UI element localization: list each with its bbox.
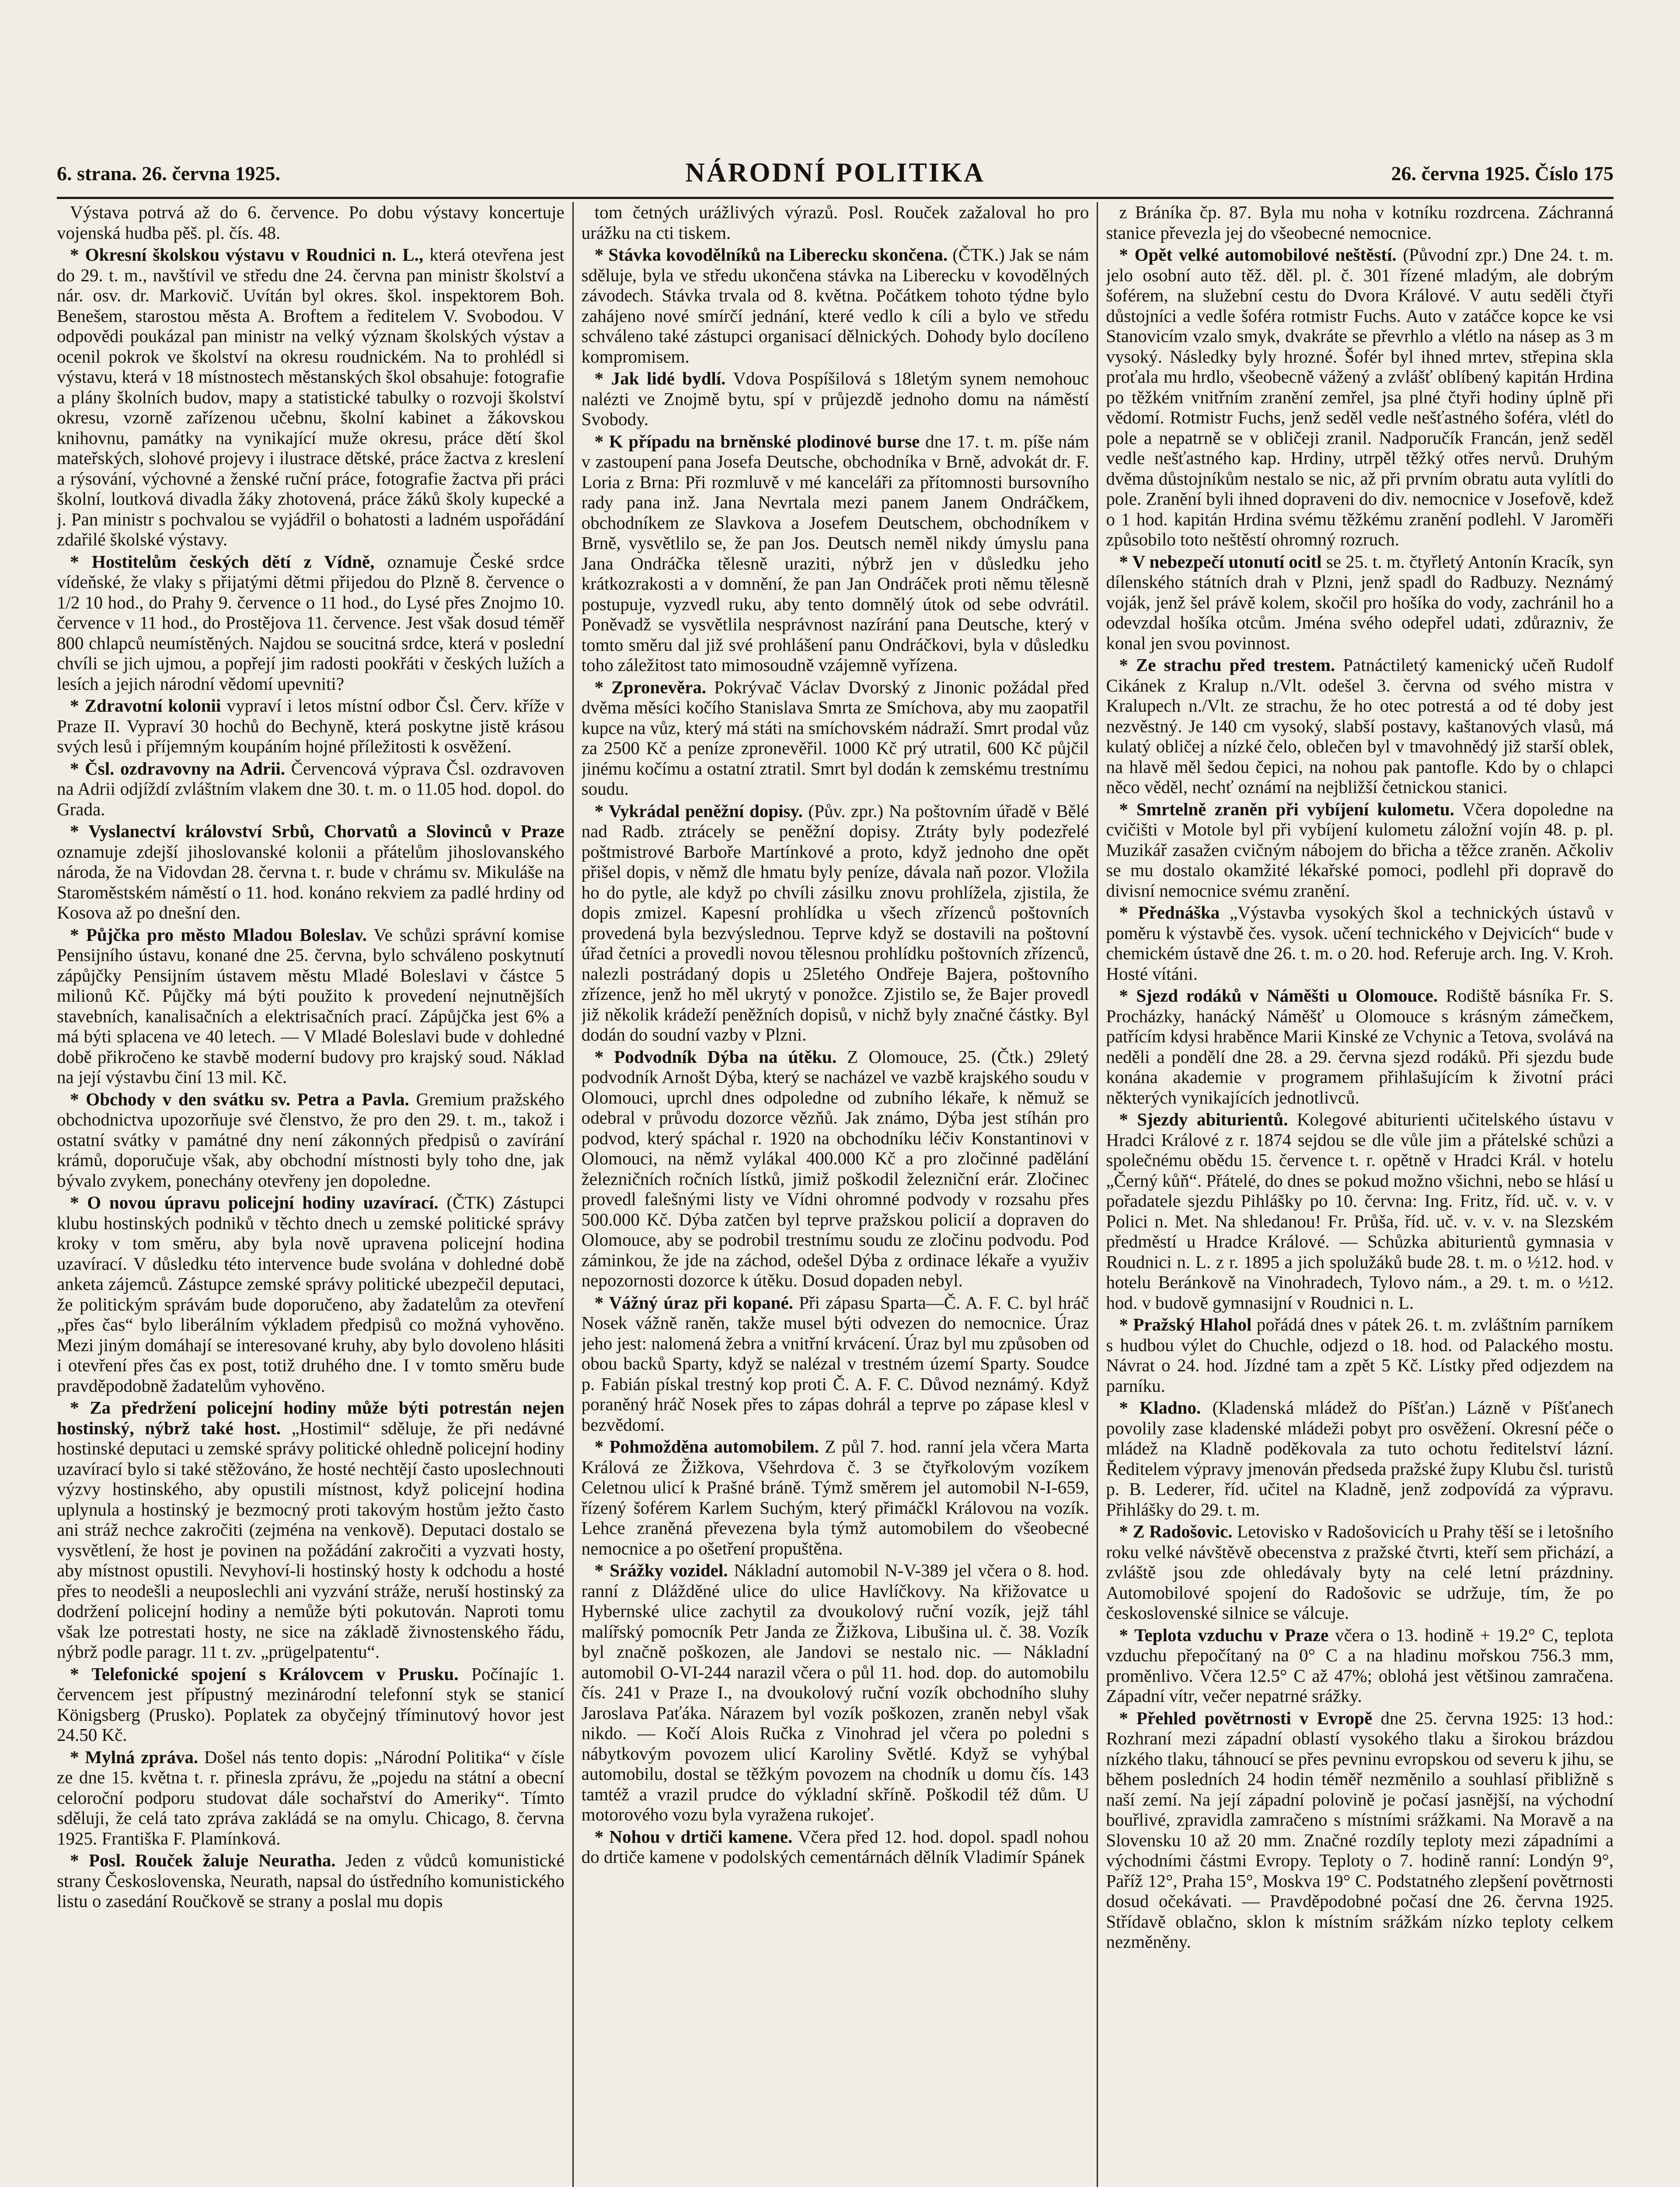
- article-paragraph: [57, 695, 565, 757]
- article-paragraph: [57, 1397, 565, 1662]
- article-text: tom četných urážlivých výrazů. Posl. Rouček zažaloval ho pro urážku na cti tiskem.: [581, 202, 1089, 243]
- article-paragraph: [1106, 202, 1614, 243]
- article-paragraph: [1106, 1109, 1614, 1313]
- article-headline: * Zdravotní kolonii: [70, 695, 221, 716]
- article-text: Letovisko v Radošovicích u Prahy těší se i letošního roku velké návštěvě obecenstva z pražské čtvrti, kteří sem přichází, a zvláště jsou zde ohledávaly byty na celé letní prázdniny. Automobilové spojení do Radošovic se udržuje, tím, že po československé silnice se válcuje.: [1106, 1521, 1614, 1623]
- article-paragraph: [582, 1827, 1089, 1867]
- article-headline: * Sjezdy abiturientů.: [1119, 1109, 1288, 1129]
- article-text: (Kladenská mládež do Píšťan.) Lázně v Píšťanech povolily zase kladenské mládeži pobyt pro osvěžení. Okresní péče o mládež na Kladně poděkovala za tuto ochotu ředitelství lázní. Ředitelem výpravy jmenován předseda pražské župy Klubu čsl. turistů p. B. Lederer, říd. učitel na Kladně, jenž zodpovídá za výpravu. Přihlášky do 29. t. m.: [1106, 1397, 1614, 1520]
- article-headline: * Zpronevěra.: [594, 677, 707, 697]
- article-headline: * Vyslanectví království Srbů, Chorvatů a Slovinců v Praze: [70, 821, 565, 841]
- article-text: Z půl 7. hod. ranní jela včera Marta Králová ze Žižkova, Všehrdova č. 3 se čtyřkolovým vozíkem Celetnou ulicí k Prašné bráně. Týmž směrem jel automobil N-I-659, řízený šoférem Karlem Suchým, který přimáčkl Královou na vozík. Lehce zraněná převezena byla týmž automobilem do všeobecné nemocnice a po ošetření propuštěna.: [581, 1436, 1089, 1558]
- article-paragraph: [582, 202, 1089, 243]
- article-headline: * Přehled povětrnosti v Evropě: [1119, 1708, 1373, 1728]
- header-issue-number: 26. června 1925. Číslo 175: [1391, 162, 1614, 185]
- article-headline: * Kladno.: [1119, 1397, 1201, 1418]
- column-3: [1106, 202, 1614, 2187]
- article-headline: * O novou úpravu policejní hodiny uzavírací.: [70, 1192, 439, 1212]
- article-paragraph: [1106, 1625, 1614, 1706]
- header-date-left: 6. strana. 26. června 1925.: [57, 162, 281, 185]
- article-text: Ve schůzi správní komise Pensijního ústavu, konané dne 25. června, bylo schváleno poskytnutí zápůjčky Pensijním ústavem městu Mladé Boleslavi v částce 5 milionů Kč. Půjčky má býti použito k provedení nejnutnějších stavebních, kanalisačních a elektrisačních prací. Zápůjčka jest 6% a má býti splacena ve 40 letech. — V Mladé Boleslavi bude v dohledné době přikročeno ke stavbě moderní budovy pro krajský soud. Náklad na její výstavbu činí 13 mil. Kč.: [57, 924, 565, 1087]
- article-paragraph: [1106, 1521, 1614, 1623]
- page-header: [57, 157, 1614, 197]
- article-text: Z Olomouce, 25. (Čtk.) 29letý podvodník Arnošt Dýba, který se nacházel ve vazbě krajského soudu v Olomouci, uprchl dnes odpoledne od zubního lékaře, k němuž se odebral v průvodu dozorce vězňů. Jak známo, Dýba jest stíhán pro podvod, který spáchal r. 1920 na obchodníku léčiv Konstantinovi v Olomouci, na němž vylákal 400.000 Kč a pro zločinné padělání železničních ročních lístků, jimiž poškodil železniční erár. Zločinec provedl falešnými listy ve Vídni ohromné podvody v rozsahu přes 500.000 Kč. Dýba zatčen byl teprve pražskou policií a dopraven do Olomouce, aby se podrobil trestnímu soudu ze zločinu podvodu. Pod záminkou, že jde na záchod, odešel Dýba z ordinace lékaře a využiv nepozornosti dozorce k útěku. Dosud dopaden nebyl.: [581, 1046, 1089, 1290]
- article-headline: * Pohmožděna automobilem.: [594, 1436, 819, 1457]
- article-paragraph: [57, 1747, 565, 1849]
- article-headline: * Vážný úraz při kopané.: [594, 1292, 793, 1313]
- article-text: Počínajíc 1. červencem jest přípustný mezinárodní telefonní styk se stanicí Königsberg (Prusko). Poplatek za obyčejný tříminutový hovor jest 24.50 Kč.: [57, 1663, 565, 1745]
- article-headline: * Teplota vzduchu v Praze: [1119, 1625, 1329, 1645]
- article-headline: * K případu na brněnské plodinové burse: [594, 431, 920, 451]
- article-text: Patnáctiletý kamenický učeň Rudolf Cikánek z Kralup n./Vlt. odešel 3. června od svého mistra v Kralupech n./Vlt. ze strachu, že ho otec potrestá a od té doby jest nezvěstný. Je 140 cm vysoký, slabší postavy, kaštanových vlasů, má kulatý obličej a nízké čelo, oblečen byl v tmavohnědý již starší oblek, na hlavě měl šedou čepici, na nohou pak pantofle. Kdo by o chlapci něco věděl, nechť oznámí na nejbližší četnickou stanici.: [1106, 655, 1614, 797]
- article-paragraph: [1106, 245, 1614, 550]
- article-text: (Původní zpr.) Dne 24. t. m. jelo osobní auto těž. děl. pl. č. 301 řízené mladým, ale dobrým šoférem, na služební cestu do Dvora Králové. V autu seděli čtyři důstojníci a vedle šoféra rotmistr Fuchs. Auto v zatáčce kopce ke vsi Stanovicím vzalo smyk, dvakráte se převrhlo a vlétlo na násep as 3 m vysoký. Následky byly hrozné. Šofér byl ihned mrtev, střepina skla proťala mu hrdlo, všeobecně vážený a zvlášť oblíbený kapitán Hrdina po těžkém vnitřním zranění zemřel, jsa plné čtyři hodiny úplně při vědomí. Rotmistr Fuchs, jenž seděl vedle nešťastného šoféra, vlétl do pole a nepatrně se v obličeji zranil. Nadporučík Francán, jenž seděl vedle nešťastného kap. Hrdiny, utrpěl těžký otřes nervů. Druhým dvěma důstojníkům nestalo se nic, až při prvním obratu auta vylítli do pole. Zranění byli ihned dopraveni do div. nemocnice v Josefově, kdež o 1 hod. kapitán Hrdina svému těžkému zranění podlehl. V Jaroměři způsobilo toto neštěstí ohromný rozruch.: [1106, 245, 1614, 549]
- article-paragraph: [1106, 902, 1614, 984]
- article-headline: * Sjezd rodáků v Náměšti u Olomouce.: [1119, 985, 1438, 1006]
- column-2: [582, 202, 1089, 2187]
- header-rule: [57, 197, 1614, 199]
- masthead-title: NÁRODNÍ POLITIKA: [685, 158, 985, 188]
- article-text: oznamuje České srdce vídeňské, že vlaky s přijatými dětmi přijedou do Plzně 8. července o 1/2 10 hod., do Prahy 9. července o 11 hod., do Lysé přes Znojmo 10. července v 11 hod., do Prostějova 11. července. Jest však dosud téměř 800 chlapců neumístěných. Najdou se soucitná srdce, která v poslední chvíli se jich ujmou, a popřejí jim radosti pookřáti v českých lužích a lesích a jejich národní vědomí upevniti?: [57, 551, 565, 694]
- article-headline: * Vykrádal peněžní dopisy.: [594, 800, 803, 821]
- article-headline: * Telefonické spojení s Královcem v Prusku.: [70, 1663, 459, 1684]
- article-paragraph: [582, 1436, 1089, 1558]
- article-text: „Výstavba vysokých škol a technických ústavů v poměru k výstavbě čes. vysok. učení technického v Dejvicích“ bude v chemickém ústavě dne 26. t. m. o 20. hod. Referuje arch. Ing. V. Kroh. Hosté vítáni.: [1106, 902, 1614, 984]
- article-headline: * Z Radošovic.: [1119, 1521, 1233, 1541]
- article-paragraph: [1106, 552, 1614, 653]
- article-headline: * Srážky vozidel.: [594, 1560, 728, 1580]
- article-headline: * Půjčka pro město Mladou Boleslav.: [70, 924, 367, 945]
- article-text: Došel nás tento dopis: „Národní Politika“ v čísle ze dne 15. května t. r. přinesla zprávu, že „pojedu na státní a obecní celoroční podporu studovat dále sochařství do Ameriky“. Tímto sděluji, že celá tato zpráva zakládá se na omylu. Chicago, 8. června 1925. Františka F. Plamínková.: [57, 1747, 565, 1848]
- article-paragraph: [582, 431, 1089, 675]
- article-text: Pokrývač Václav Dvorský z Jinonic požádal před dvěma měsíci kočího Stanislava Smrta ze Smíchova, aby mu zaopatřil kupce na vůz, který má státi na smíchovském nádraží. Smrt prodal vůz za 2500 Kč a peníze zpronevěřil. 1000 Kč prý utratil, 600 Kč půjčil jinému kočímu a ostatní ztratil. Smrt byl dodán k zemskému trestnímu soudu.: [581, 677, 1089, 799]
- article-paragraph: [57, 1089, 565, 1191]
- article-paragraph: [1106, 985, 1614, 1107]
- column-divider: [572, 202, 574, 2187]
- article-paragraph: [582, 801, 1089, 1045]
- article-paragraph: [57, 202, 565, 243]
- article-paragraph: [1106, 799, 1614, 901]
- article-paragraph: [1106, 1708, 1614, 1952]
- article-headline: * Mylná zpráva.: [70, 1747, 199, 1767]
- article-text: (ČTK.) Jak se nám sděluje, byla ve středu ukončena stávka na Liberecku v kovodělných závodech. Stávka trvala od 8. května. Počátkem tohoto týdne bylo zahájeno nové smírčí jednání, které vedlo k cíli a bylo ve středu schváleno také zástupci organisací dělnických. Dohody bylo docíleno kompromisem.: [581, 245, 1089, 367]
- article-text: Včera před 12. hod. dopol. spadl nohou do drtiče kamene v podolských cementárnách dělník Vladimír Spánek: [581, 1826, 1089, 1867]
- article-text: Při zápasu Sparta—Č. A. F. C. byl hráč Nosek vážně raněn, takže musel býti odvezen do nemocnice. Úraz jeho jest: nalomená žebra a vnitřní krvácení. Úraz byl mu způsoben od obou backů Sparty, když se nalézal v trestném území Sparty. Soudce p. Fabián pískal trestný kop proti Č. A. F. C. Důvod neznámý. Když poraněný hráč Nosek přes to zápas dohrál a teprve po zápase klesl v bezvědomí.: [581, 1292, 1089, 1435]
- article-headline: * Posl. Rouček žaluje Neuratha.: [70, 1850, 336, 1870]
- article-headline: * Jak lidé bydlí.: [594, 368, 726, 388]
- article-text: Rodiště básníka Fr. S. Procházky, hanácký Náměšť u Olomouce s krásným zámečkem, patřícím kdysi hraběnce Marii Kinské ze Vchynic a Tetova, svolává na neděli a pondělí dne 28. a 29. června sjezd rodáků. Při sjezdu bude konána akademie v programem přihlašujícím k životní práci některých vynikajících jednotlivců.: [1106, 985, 1614, 1107]
- article-paragraph: [57, 1850, 565, 1911]
- article-paragraph: [1106, 1397, 1614, 1520]
- article-text: „Hostimil“ sděluje, že při nedávné hostinské deputaci u zemské správy politické ohledně policejní hodiny uzavírací bylo si také stěžováno, že hosté nechtějí často uposlechnouti výzvy hostinského, aby opustili místnost, když policejní hodina uplynula a hostinský je bezmocný proti takovým hostům ježto často ani stráž nechce zakročiti (zejména na venkově). Deputaci dostalo se vysvětlení, že host je povinen na požádání zakročiti a vyzvati hosty, aby místnost opustili. Nevyhoví-li hostinský hosty k odchodu a hosté přes to neodešli a neuposlechli ani vyzvání stráže, neruší hostinský za dodržení policejní hodiny a nemůže býti pokutován. Naproti tomu však lze potrestati hosty, ne sice na základě živnostenského řádu, nýbrž podle paragr. 11 t. zv. „prügelpatentu“.: [57, 1418, 565, 1662]
- column-1: [57, 202, 565, 2187]
- article-text: vypraví i letos místní odbor Čsl. Červ. kříže v Praze II. Vypraví 30 hochů do Bechyně, která poskytne jistě krásou svých lesů i příjemným koupáním hojné příležitosti k osvěžení.: [57, 695, 565, 756]
- article-text: Gremium pražského obchodnictva upozorňuje své členstvo, že pro den 29. t. m., takož i ostatní svátky v památné dny není zákonných předpisů o zavírání krámů, doporučuje však, aby obchodní místnosti byly toho dne, jak bývalo zvykem, ponechány otevřeny jen dopoledne.: [57, 1089, 565, 1191]
- article-paragraph: [582, 1047, 1089, 1291]
- article-text: Včera dopoledne na cvičišti v Motole byl při vybíjení kulometu záložní vojín 48. p. pl. Muzikář zasažen cvičným nábojem do břicha a těžce zraněn. Ačkoliv se mu dostalo okamžité lékařské pomoci, podlehl při dopravě do divisní nemocnice svému zranění.: [1106, 799, 1614, 901]
- article-headline: * Přednáška: [1119, 902, 1220, 922]
- article-paragraph: [57, 758, 565, 820]
- article-text: dne 25. června 1925: 13 hod.: Rozhraní mezi západní oblastí vysokého tlaku a širokou brázdou nízkého tlaku, táhnoucí se přes pevninu evropskou od severu k jihu, se během posledních 24 hodin téměř nezměnilo a souhlasí přibližně s naší zemí. Na její západní polovině je počasí jasnější, na východní bouřlivé, zpravidla zamračeno s místními srážkami. Na Moravě a na Slovensku 10 až 20 mm. Značné rozdíly teploty mezi západními a východními částmi Evropy. Teploty o 7. hodině ranní: Londýn 9°, Paříž 12°, Praha 15°, Moskva 19° C. Podstatného zlepšení povětrnosti dosud očekávati. — Pravděpodobné počasí dne 26. června 1925. Střídavě oblačno, sklon k místním srážkám nízko teploty celkem nezměněny.: [1106, 1708, 1614, 1952]
- article-headline: * Stávka kovodělníků na Liberecku skončena.: [594, 245, 948, 265]
- article-headline: * Opět velké automobilové neštěstí.: [1119, 245, 1397, 265]
- article-text: Kolegové abiturienti učitelského ústavu v Hradci Králové z r. 1874 sejdou se dle vůle jim a přátelské schůzi a společnému obědu 15. července t. r. opětně v Hradci Král. v hotelu „Černý kůň“. Přátelé, do dnes se pokud možno všichni, nebo se hlásí u pořadatele sjezdu Pihlášky po 10. června: Ing. Fritz, říd. uč. v. v. v Polici n. Met. Na shledanou! Fr. Průša, říd. uč. v. v. v. na Slezském předměstí u Hradce Králové. — Schůzka abiturientů gymnasia v Roudnici n. L. z r. 1895 a jich spolužáků bude 28. t. m. o ½12. hod. v hotelu Beránkově na Vinohradech, Tylovo nám., a 29. t. m. o ½12. hod. v budově gymnasijní v Roudnici n. L.: [1106, 1109, 1614, 1313]
- article-text: Výstava potrvá až do 6. července. Po dobu výstavy koncertuje vojenská hudba pěš. pl. čís. 48.: [57, 202, 565, 243]
- article-paragraph: [582, 677, 1089, 799]
- article-headline: * Ze strachu před trestem.: [1119, 655, 1335, 675]
- column-divider: [1097, 202, 1098, 2187]
- article-paragraph: [1106, 655, 1614, 797]
- article-paragraph: [582, 1293, 1089, 1435]
- article-paragraph: [582, 368, 1089, 430]
- article-paragraph: [582, 1560, 1089, 1825]
- article-paragraph: [57, 1192, 565, 1396]
- article-text: Červencová výprava Čsl. ozdravoven na Adrii odjíždí zvláštním vlakem dne 30. t. m. o 11.05 hod. dopol. do Grada.: [57, 758, 565, 819]
- article-text: včera o 13. hodině + 19.2° C, teplota vzduchu přepočítaný na 0° C a na hladinu mořskou 756.3 mm, proměnlivo. Včera 12.5° C až 47%; oblohá jest většinou zamračena. Západní vítr, večer nepatrné srážky.: [1106, 1625, 1614, 1706]
- article-headline: * Nohou v drtiči kamene.: [594, 1826, 793, 1847]
- article-paragraph: [1106, 1314, 1614, 1396]
- article-headline: * Za předržení policejní hodiny může býti potrestán nejen hostinský, nýbrž také host.: [57, 1397, 565, 1438]
- article-text: oznamuje zdejší jihoslovanské kolonii a přátelům jihoslovanského národa, že na Vidovdan 28. června t. r. bude v chrámu sv. Mikuláše na Staroměstském náměstí o 11. hod. konáno rekviem za padlé hrdiny od Kosova až po dnešní den.: [57, 841, 565, 922]
- article-paragraph: [57, 821, 565, 923]
- article-paragraph: [582, 245, 1089, 367]
- article-paragraph: [57, 552, 565, 694]
- article-text: se 25. t. m. čtyřletý Antonín Kracík, syn dílenského státních drah v Plzni, jenž spadl do Radbuzy. Neznámý voják, jenž šel právě kolem, skočil pro hošíka do vody, zachránil ho a odevzdal hošíka otcům. Jména svého odepřel udati, zdůrazniv, že konal jen svou povinnost.: [1106, 551, 1614, 653]
- article-paragraph: [57, 925, 565, 1087]
- article-text: z Bráníka čp. 87. Byla mu noha v kotníku rozdrcena. Záchranná stanice převezla jej do všeobecné nemocnice.: [1106, 202, 1614, 243]
- article-paragraph: [57, 245, 565, 550]
- article-text: která otevřena jest do 29. t. m., navštívil ve středu dne 24. června pan ministr školství a nár. osv. dr. Markovič. Uvítán byl okres. škol. inspektorem Boh. Benešem, starostou města A. Broftem a ředitelem V. Svobodou. V odpovědi poukázal pan ministr na velký význam školských výstav a ocenil pokrok ve školství na okresu roudnickém. Na to prohlédl si výstavu, která v 18 místnostech městanských škol obsahuje: fotografie a plány školních budov, mapy a statistické tabulky o rozvoji školství okresu, vzorně zařízenou učebnu, školní kabinet a žákovskou knihovnu, památky na vynikající muže okresu, práce dětí škol mateřských, slohové projevy i ilustrace dětské, práce žactva z kreslení a rýsování, výchovné a ženské ruční práce, fotografie žactva při práci školní, loutková divadla žáky zhotovená, práce žáků školy kupecké a j. Pan ministr s pochvalou se vyjádřil o bohatosti a ladném uspořádání zdařilé školské výstavy.: [57, 245, 565, 549]
- article-headline: * Podvodník Dýba na útěku.: [594, 1046, 837, 1067]
- article-text: Nákladní automobil N-V-389 jel včera o 8. hod. ranní z Dlážděné ulice do ulice Havlíčkovy. Na křižovatce u Hybernské ulice zachytil za dvoukolový ruční vozík, jejž táhl malířský pomocník Petr Janda ze Žižkova, Libušina ul. č. 38. Vozík byl značně poškozen, ale Jandovi se nestalo nic. — Nákladní automobil O-VI-244 narazil včera o půl 11. hod. dop. do automobilu čís. 241 v Praze I., na dvoukolový ruční vozík obchodního sluhy Jaroslava Paťáka. Nárazem byl vozík poškozen, zraněn nebyl však nikdo. — Kočí Alois Ručka z Vinohrad jel včera po poledni s nábytkovým povozem ulicí Karoliny Světlé. Když se vyhýbal automobilu, dostal se těžkým povozem na chodník u domu čís. 143 tamtéž a vrazil prudce do výkladní skříně. Poškodil též dům. U motorového vozu byla vyražena rukojeť.: [581, 1560, 1089, 1824]
- article-headline: * V nebezpečí utonutí ocitl: [1119, 551, 1322, 572]
- article-headline: * Smrtelně zraněn při vybíjení kulometu.: [1119, 799, 1454, 819]
- article-text: dne 17. t. m. píše nám v zastoupení pana Josefa Deutsche, obchodníka v Brně, advokát dr. F. Loria z Brna: Při rozmluvě v mé kanceláři za přítomnosti bursovního rady pana inž. Jana Nevrtala mezi panem Janem Ondráčkem, obchodníkem ze Slavkova a Josefem Deutschem, obchodníkem v Brně, vysvětlilo se, že pan Jos. Deutsch neměl nikdy úmyslu pana Jana Ondráčka tělesně uraziti, nýbrž jen v důsledku jeho krátkozrakosti a v domnění, že pan Jan Ondráček proti němu tělesně postupuje, vyzvedl ruku, aby tento domnělý útok od sebe odvrátil. Poněvadž se vysvětlila nesprávnost nazírání pana Deutsche, který v tomto směru dal již své prohlášení panu Ondráčkovi, byla v důsledku toho záležitost tato mimosoudně vzájemně vyřízena.: [581, 431, 1089, 675]
- article-text: Jeden z vůdců komunistické strany Československa, Neurath, napsal do ústředního komunistického listu o zasedání Roučkově se strany a poslal mu dopis: [57, 1850, 565, 1911]
- article-headline: * Čsl. ozdravovny na Adrii.: [70, 758, 286, 779]
- article-headline: * Pražský Hlahol: [1119, 1314, 1252, 1335]
- article-paragraph: [57, 1664, 565, 1745]
- columns: [57, 202, 1614, 2187]
- article-text: (ČTK) Zástupci klubu hostinských podniků v těchto dnech u zemské politické správy kroky v tom směru, aby byla nově upravena policejní hodina uzavírací. V důsledku této intervence bude svolána v dohledné době anketa zájemců. Zástupce zemské správy politické ubezpečil deputaci, že politickým správám bude doporučeno, aby žadatelům za otevření „přes čas“ bylo liberálním výkladem předpisů co možná vyhověno. Mezi jiným domáhají se interesované kruhy, aby bylo dovoleno hlásiti i otevření přes čas ex post, totiž druhého dne. I v tomto směru bude pravděpodobně žadatelům vyhověno.: [57, 1192, 565, 1396]
- article-text: Vdova Pospíšilová s 18letým synem nemohouc nalézti ve Znojmě bytu, spí v průjezdě jednoho domu na náměstí Svobody.: [581, 368, 1089, 429]
- article-headline: * Hostitelům českých dětí z Vídně,: [70, 551, 375, 572]
- article-headline: * Okresní školskou výstavu v Roudnici n. L.,: [70, 245, 424, 265]
- article-headline: * Obchody v den svátku sv. Petra a Pavla.: [70, 1089, 409, 1109]
- article-text: (Pův. zpr.) Na poštovním úřadě v Bělé nad Radb. ztrácely se peněžní dopisy. Ztráty byly podezřelé poštmistrové Barboře Martínkové a proto, když jednoho dne opět přišel dopis, v němž dle hmatu byly peníze, dávala naň pozor. Vložila ho do pytle, ale když po chvíli zásilku znovu prohlížela, zjistila, že dopis zmizel. Kapesní prohlídka u všech zřízenců poštovních provedená byla bezvýslednou. Teprve když se dostavili na poštovní úřad četníci a provedli novou tělesnou prohlídku poštovních zřízenců, nalezli postrádaný dopis u 25letého Ondřeje Bajera, poštovního zřízence, jenž ho měl ukrytý v ponožce. Zjistilo se, že Bajer provedl již několik krádeží peněžních dopisů, v nichž byly značné částky. Byl dodán do soudní vazby v Plzni.: [581, 800, 1089, 1045]
- article-text: pořádá dnes v pátek 26. t. m. zvláštním parníkem s hudbou výlet do Chuchle, odjezd o 18. hod. od Palackého mostu. Návrat o 24. hod. Jízdné tam a zpět 5 Kč. Lístky před odjezdem na parníku.: [1106, 1314, 1614, 1396]
